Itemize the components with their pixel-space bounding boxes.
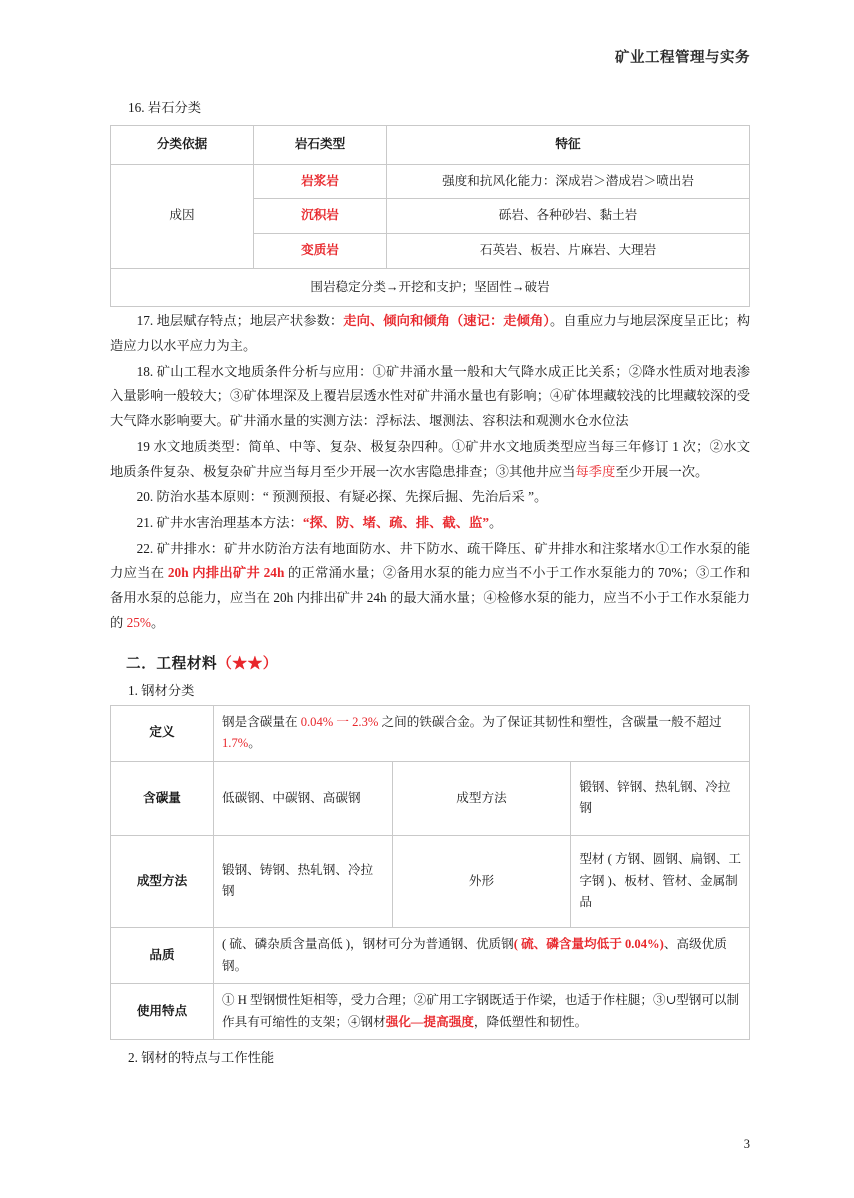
note-22-highlight-2: 25% <box>126 614 151 630</box>
note-22-highlight-1: 20h 内排出矿井 24h <box>167 565 285 581</box>
page-number: 3 <box>743 1137 750 1151</box>
cell-feature-metamorphic: 石英岩、板岩、片麻岩、大理岩 <box>387 233 750 268</box>
note-17-prefix: 17. 地层赋存特点；地层产状参数： <box>136 313 344 329</box>
table-row <box>111 761 750 835</box>
cell-value-definition <box>214 705 750 761</box>
col-header-rocktype: 岩石类型 <box>254 125 387 164</box>
cell-rocktype-igneous: 岩浆岩 <box>254 164 387 199</box>
star-rating-icon: （★★） <box>217 655 278 672</box>
quality-text-end: 、高级优质钢。 <box>222 936 727 973</box>
cell-label-quality: 品质 <box>111 927 214 983</box>
table-row <box>111 705 750 761</box>
cell-value-shape: 型材 ( 方钢、圆钢、扁钢、工字钢 )、板材、管材、金属制品 <box>571 835 750 927</box>
definition-text-pre: 钢是含碳量在 <box>222 714 301 729</box>
cell-label-definition: 定义 <box>111 705 214 761</box>
note-19-part1: 19 水文地质类型：简单、中等、复杂、极复杂四种。①矿井水文地质类型应当每三年修订 1 次；②水文地质条件复杂、极复杂矿井应当每月至少开展一次水害隐患排查；③其他井应当 <box>110 438 750 479</box>
note-22-part1: 22. 矿井排水：矿井水防治方法有地面防水、井下防水、疏干降压、矿井排水和注浆堵水①工作水泵的能力应当在 <box>110 540 750 581</box>
note-21 <box>110 511 750 536</box>
col-header-basis: 分类依据 <box>111 125 254 164</box>
cell-label-forming-method: 成型方法 <box>392 761 571 835</box>
definition-text-end: 。 <box>248 736 261 751</box>
heading-rock-classification: 16. 岩石分类 <box>127 100 202 115</box>
cell-value-forming-method-2: 锻钢、铸钢、热轧钢、冷拉钢 <box>214 835 393 927</box>
note-20: 20. 防治水基本原则：“ 预测预报、有疑必探、先探后掘、先治后采 ”。 <box>136 489 548 505</box>
usage-text-pre: ① H 型钢惯性矩相等，受力合理；②矿用工字钢既适于作梁，也适于作柱腿；③∪型钢可以制作具有可缩性的支架；④钢材 <box>222 993 740 1029</box>
note-21-suffix: 。 <box>488 514 503 530</box>
table-row <box>111 164 750 199</box>
subheading-steel-classification: 1. 钢材分类 <box>127 682 195 698</box>
cell-feature-sedimentary: 砾岩、各种砂岩、黏土岩 <box>387 199 750 234</box>
definition-highlight-max: 1.7% <box>222 736 249 751</box>
cell-rocktype-metamorphic: 变质岩 <box>254 233 387 268</box>
cell-label-shape: 外形 <box>392 835 571 927</box>
steel-classification-table <box>110 705 750 1041</box>
note-22-part3: 。 <box>151 614 165 630</box>
cell-table-footnote: 围岩稳定分类→开挖和支护；坚固性→破岩 <box>111 268 750 307</box>
cell-label-forming-method-2: 成型方法 <box>111 835 214 927</box>
quality-highlight: ( 硫、磷含量均低于 0.04%) <box>513 936 664 951</box>
page-header-title: 矿业工程管理与实务 <box>615 50 750 66</box>
section-heading-engineering-materials <box>110 652 750 673</box>
table-header-row <box>111 125 750 164</box>
note-17 <box>110 309 750 358</box>
note-19-part2: 至少开展一次。 <box>615 463 709 479</box>
cell-label-usage: 使用特点 <box>111 984 214 1040</box>
note-22-part2: 的正常涌水量；②备用水泵的能力应当不小于工作水泵能力的 70%；③工作和备用水泵的总能力，应当在 20h 内排出矿井 24h 的最大涌水量；④检修水泵的能力，应当不小于工作水泵能力的 <box>110 565 750 630</box>
section-heading-text: 二．工程材料 <box>126 655 218 672</box>
usage-highlight: 强化—提高强度 <box>385 1014 474 1029</box>
definition-text-mid: 之间的铁碳合金。为了保证其韧性和塑性，含碳量一般不超过 <box>378 714 722 729</box>
note-19-highlight: 每季度 <box>575 463 616 479</box>
usage-text-end: ，降低塑性和韧性。 <box>473 1014 588 1029</box>
table-row <box>111 984 750 1040</box>
note-21-prefix: 21. 矿井水害治理基本方法： <box>136 514 303 530</box>
cell-value-carbon-content: 低碳钢、中碳钢、高碳钢 <box>214 761 393 835</box>
page-content <box>110 92 750 1072</box>
cell-feature-igneous: 强度和抗风化能力：深成岩＞潜成岩＞喷出岩 <box>387 164 750 199</box>
col-header-feature: 特征 <box>387 125 750 164</box>
note-17-highlight: 走向、倾向和倾角（速记：走倾角） <box>343 313 550 329</box>
note-22 <box>110 537 750 636</box>
table-row <box>111 268 750 307</box>
cell-value-forming-method: 锻钢、锌钢、热轧钢、冷拉钢 <box>571 761 750 835</box>
note-19 <box>110 435 750 484</box>
note-21-highlight: “探、防、堵、疏、排、截、监” <box>302 514 489 530</box>
table-row <box>111 927 750 983</box>
definition-highlight-range: 0.04% 一 2.3% <box>300 714 379 729</box>
cell-value-usage <box>214 984 750 1040</box>
table-row <box>111 835 750 927</box>
cell-basis-cause: 成因 <box>111 164 254 268</box>
note-18: 18. 矿山工程水文地质条件分析与应用：①矿井涌水量一般和大气降水成正比关系；②降水性质对地表渗入量影响一般较大；③矿体埋深及上覆岩层透水性对矿井涌水量也有影响；④矿体埋藏较浅的比埋藏较深的受大气降水影响要大。矿井涌水量的实测方法：浮标法、堰测法、容积法和观测水仓水位法 <box>110 363 750 429</box>
note-17-suffix: 。自重应力与地层深度呈正比；构造应力以水平应力为主。 <box>110 313 750 353</box>
quality-text-pre: ( 硫、磷杂质含量高低 )，钢材可分为普通钢、优质钢 <box>222 936 514 951</box>
rock-classification-table <box>110 125 750 307</box>
cell-value-quality <box>214 927 750 983</box>
subheading-steel-properties: 2. 钢材的特点与工作性能 <box>127 1050 275 1066</box>
cell-rocktype-sedimentary: 沉积岩 <box>254 199 387 234</box>
cell-label-carbon-content: 含碳量 <box>111 761 214 835</box>
